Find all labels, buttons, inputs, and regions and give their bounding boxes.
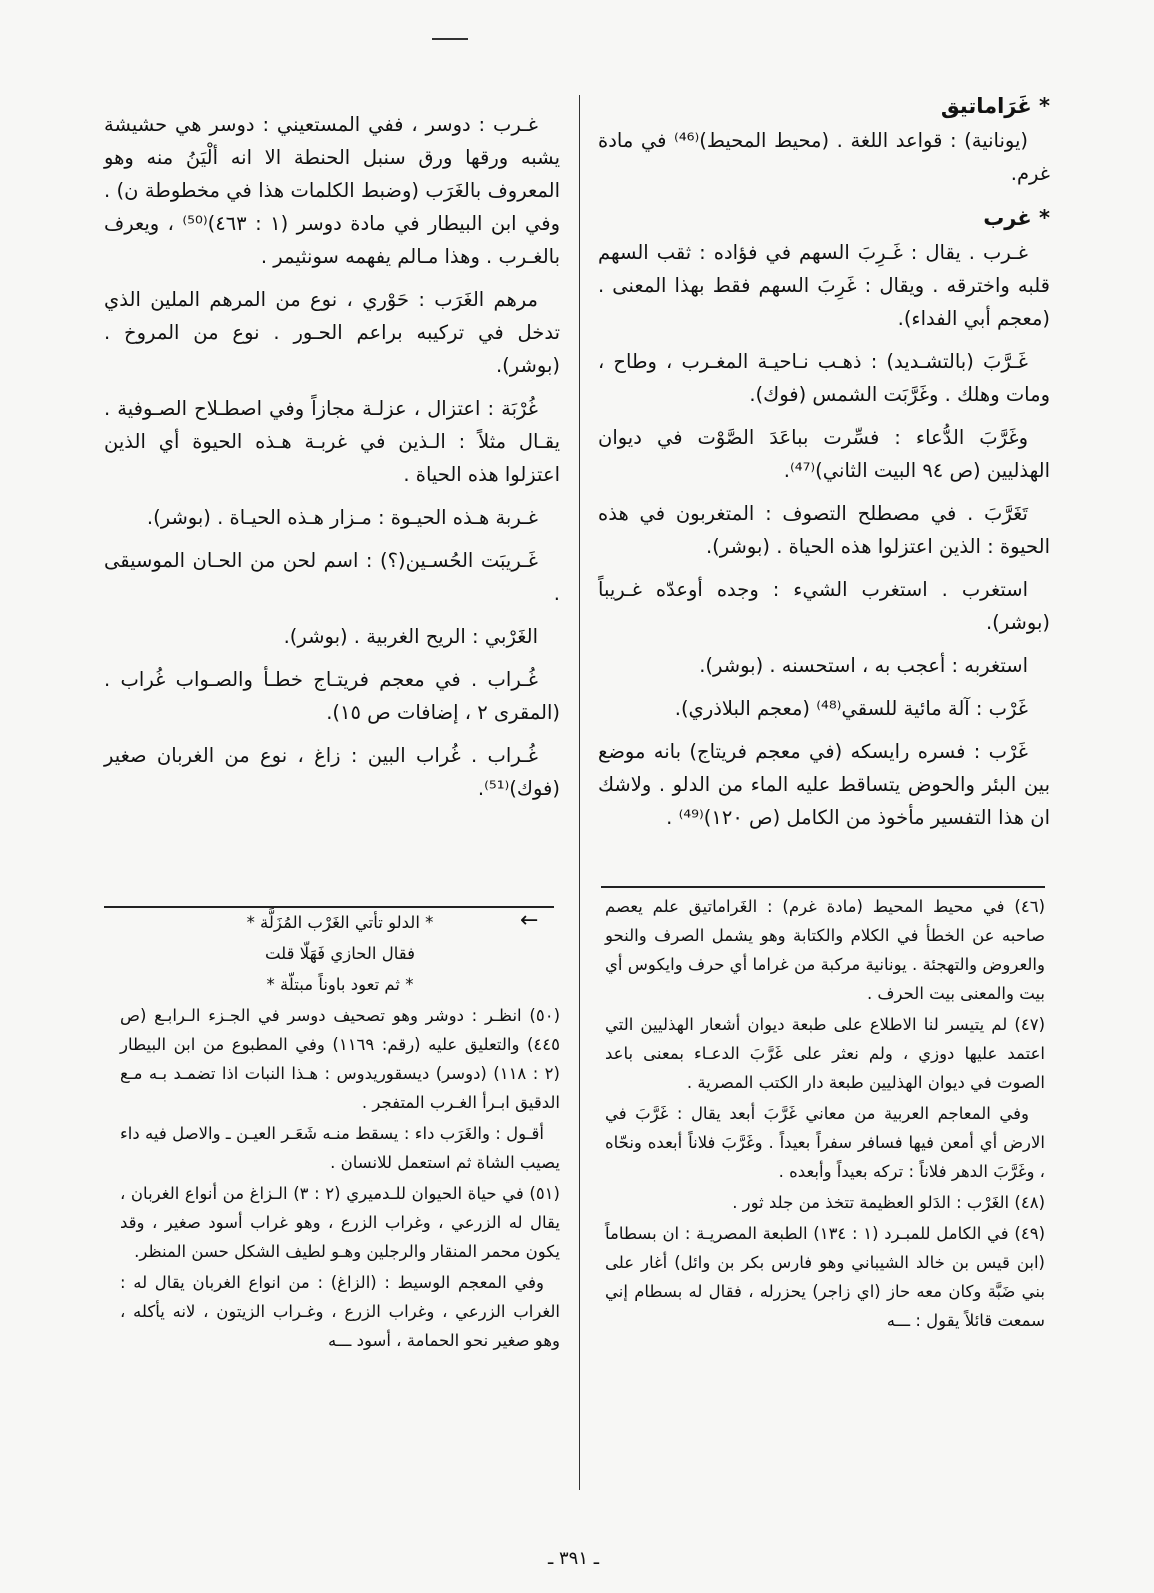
footnote: وفي المعجم الوسيط : (الزاغ) : من انواع الغربان يقال له : الغراب الزرعي ، وغراب الزرع ، وغـراب الزيتون ، لانه يأكله ، وهو صغير نحو الحمامة ، أسود ـــه xyxy=(120,1273,560,1350)
entry-body: (يونانية) : قواعد اللغة . (محيط المحيط)⁽⁴⁶⁾ في مادة غرم. xyxy=(598,129,1050,185)
paragraph: استغربه : أعجب به ، استحسنه . (بوشر). xyxy=(699,654,1028,677)
footnote: (٤٩) في الكامل للمبـرد (١ : ١٣٤) الطبعة المصريـة : ان بسطاماً (ابن قيس بن خالد الشيباني وهو فارس بكر بن وائل) أغار على بني ضَبَّة وكان معه حاز (اي زاجر) يحزرله ، فقال له بسطام إني سمعت قائلاً يقول : ـــه xyxy=(605,1224,1045,1330)
paragraph: غَرْب : آلة مائية للسقي⁽⁴⁸⁾ (معجم البلاذري). xyxy=(674,697,1028,720)
paragraph: مرهم الغَرَب : حَوْري ، نوع من المرهم الملين الذي تدخل في تركيبه براعم الحـور . نوع من المروخ . (بوشر). xyxy=(104,288,560,377)
entry-title-gramatiq: * غَرَاماتيق xyxy=(940,94,1050,118)
paragraph: غُرْبَة : اعتزال ، عزلـة مجازاً وفي اصطـلاح الصـوفية . يقـال مثلاً : الـذين في غربـة هـذه الحيوة أي الذين اعتزلوا هذه الحياة . xyxy=(104,397,560,486)
paragraph: وغَرَّبَ الدُّعاء : فسِّرت بباعَدَ الصَّوْت في ديوان الهذليين (ص ٩٤ البيت الثاني)⁽⁴⁷⁾. xyxy=(598,426,1050,482)
footnote: وفي المعاجم العربية من معاني غَرَّبَ أبعد يقال : غَرَّبَ في الارض أي أمعن فيها فسافر سفراً بعيداً . وغَرَّبَ فلاناً أبعده ونحّاه ، وغَرَّبَ الدهر فلاناً : تركه بعيداً وأبعده . xyxy=(605,1104,1045,1181)
top-mark xyxy=(432,38,468,40)
footnote: (٤٦) في محيط المحيط (مادة غرم) : الغَراماتيق علم يعصم صاحبه عن الخطأ في الكلام والكتابة وهو يشمل الصرف والنحو والعروض والتهجئة . يونانية مركبة من غراما أي حرف وايكوس أي بيت والمعنى بيت الحرف . xyxy=(605,897,1045,1003)
paragraph: استغرب . استغرب الشيء : وجده أوعدّه غـريباً (بوشر). xyxy=(598,578,1050,634)
footnote-rule-right xyxy=(601,886,1045,888)
footnote: (٥٠) انظـر : دوشر وهو تصحيف دوسر في الجـزء الـرابـع (ص ٤٤٥) والتعليق عليه (رقم: ١١٦٩) وفي المطبوع من ابن البيطار (٢ : ١١٨) (دوسر) ديسقوريدوس : هـذا النبات اذا تضمـد بـه مـع الدقيق ابـرأ الغـرب المتفجر . xyxy=(120,1006,560,1112)
continuation-arrow-icon: ← xyxy=(520,908,539,933)
poem-line: * الدلو تأتي الغَرْب المُزَلَّة * xyxy=(246,913,434,932)
paragraph: غُـراب . في معجم فريتـاج خطـأ والصـواب غُراب . (المقرى ٢ ، إضافات ص ١٥). xyxy=(104,668,560,724)
entry-title-gharb: * غرب xyxy=(983,206,1050,230)
footnotes-right xyxy=(605,892,1045,1337)
paragraph: غـرب . يقال : غَـرِبَ السهم في فؤاده : ثقب السهم قلبه واخترقه . ويقال : غَرِبَ السهم فقط بهذا المعنى . (معجم أبي الفداء). xyxy=(598,241,1050,330)
right-column xyxy=(598,88,1050,844)
paragraph: غـرب : دوسر ، ففي المستعيني : دوسر هي حشيشة يشبه ورقها ورق سنبل الحنطة الا انه ألْيَنُ منه وهو المعروف بالغَرَب (وضبط الكلمات هذا في مخطوطة ن) . وفي ابن البيطار في مادة دوسر (١ : ٤٦٣)⁽⁵⁰⁾ ، ويعرف بالغـرب . وهذا مـالم يفهمه سونثيمر . xyxy=(104,113,560,268)
paragraph: غـربة هـذه الحيـوة : مـزار هـذه الحيـاة . (بوشر). xyxy=(146,506,538,529)
page-number: ـ ٣٩١ ـ xyxy=(548,1548,600,1569)
poem-line: فقال الحازي فَهَلّا قلت xyxy=(264,944,416,963)
paragraph: غَـرَّبَ (بالتشـديد) : ذهـب نـاحيـة المغـرب ، وطاح ، ومات وهلك . وغَرَّبَت الشمس (فوك). xyxy=(598,350,1050,406)
column-divider xyxy=(579,95,580,1490)
footnote: (٥١) في حياة الحيوان للـدميري (٢ : ٣) الـزاغ من أنواع الغربان ، يقال له الزرعي ، وغراب الزرع ، وهو غراب أسود صغير ، وقد يكون محمر المنقار والرجلين وهـو لطيف الشكل حسن المنظر. xyxy=(120,1184,560,1261)
paragraph: تَغَرَّبَ . في مصطلح التصوف : المتغربون في هذه الحيوة : الذين اعتزلوا هذه الحياة . (بوشر). xyxy=(598,502,1050,558)
footnotes-left xyxy=(120,908,560,1357)
paragraph: الغَرْبي : الريح الغربية . (بوشر). xyxy=(283,625,538,648)
paragraph: غُـراب . غُراب البين : زاغ ، نوع من الغربان صغير (فوك)⁽⁵¹⁾. xyxy=(104,744,560,800)
poem-line: * ثم تعود باوناً مبتلّة * xyxy=(266,975,414,994)
paragraph: غَرْب : فسره رايسكه (في معجم فريتاج) بانه موضع بين البئر والحوض يتساقط عليه الماء من الدلو . ولاشك ان هذا التفسير مأخوذ من الكامل (ص ١٢٠)⁽⁴⁹⁾ . xyxy=(598,740,1050,829)
paragraph: غَـريبَت الحُسـين(؟) : اسم لحن من الحـان الموسيقى . xyxy=(104,549,560,605)
footnote: (٤٨) الغَرْب : الدَلو العظيمة تتخذ من جلد ثور . xyxy=(732,1193,1045,1212)
footnote: أقـول : والغَرَب داء : يسقط منـه شَعَـر العيـن ـ والاصل فيه داء يصيب الشاة ثم استعمل للانسان . xyxy=(120,1124,560,1172)
footnote: (٤٧) لم يتيسر لنا الاطلاع على طبعة ديوان أشعار الهذليين التي اعتمد عليها دوزي ، ولم نعثر على غَرَّبَ الدعـاء بمعنى باعد الصوت في ديوان الهذليين طبعة دار الكتب المصرية . xyxy=(605,1015,1045,1092)
left-column xyxy=(104,108,560,815)
